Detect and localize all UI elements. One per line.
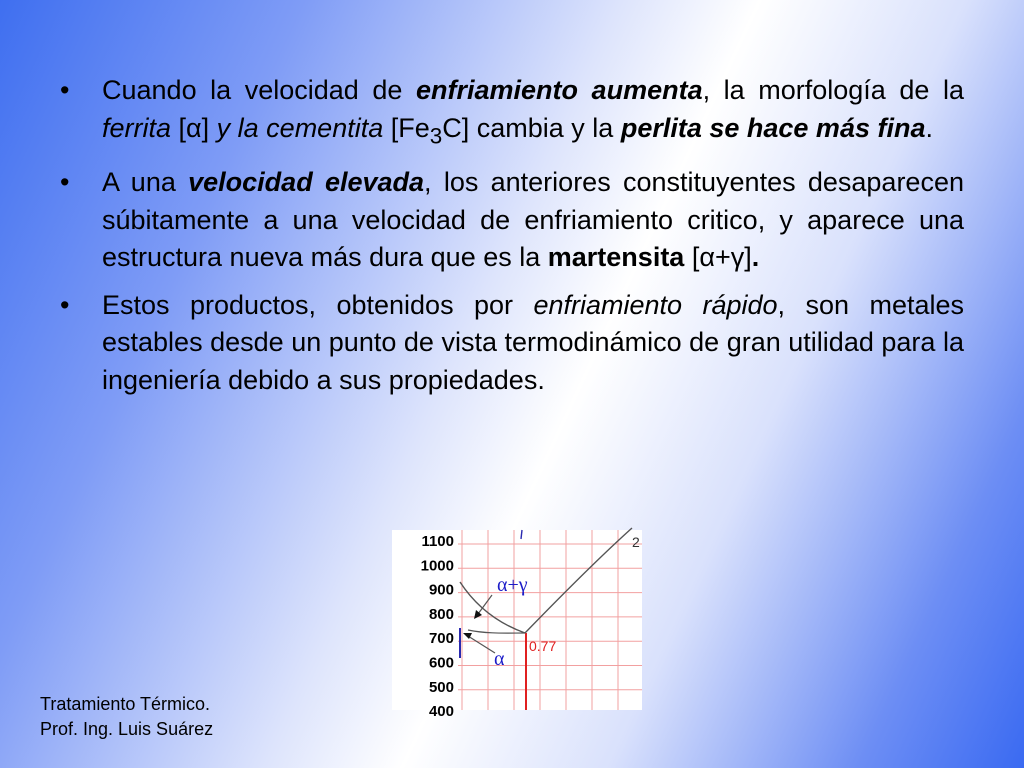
- y-tick-label: 1100: [421, 533, 454, 550]
- arrowhead-alpha-gamma: [474, 610, 482, 619]
- text-segment: , son metales estables desde un punto de vista termodinámico de gran utilidad para la ingeniería debido a sus propiedades.: [102, 289, 964, 395]
- text-segment: Cuando la velocidad de: [102, 75, 416, 105]
- text-segment: [α+γ]: [684, 242, 752, 273]
- y-tick-label: 900: [428, 581, 454, 599]
- text-segment: C] cambia y la: [442, 112, 621, 143]
- text-segment: , los anteriores constituyentes desaparecen súbitamente a una velocidad de enfriamiento critico, y aparece una estructura nueva más dura que es la: [102, 167, 964, 273]
- bullet-marker: •: [60, 75, 70, 105]
- text-segment: Estos productos, obtenidos por: [102, 289, 534, 320]
- text-segment: 3: [429, 122, 443, 148]
- text-segment: [α]: [171, 112, 217, 143]
- text-segment: velocidad elevada: [188, 167, 425, 198]
- diagram-grid: [458, 530, 642, 710]
- y-tick-label: 1000: [420, 557, 454, 575]
- footer: [40, 692, 213, 742]
- bullet-item: [58, 164, 964, 277]
- text-segment: enfriamiento aumenta: [415, 75, 703, 105]
- text-segment: [Fe: [383, 112, 430, 143]
- text-segment: .: [925, 112, 933, 143]
- text-segment: y la cementita: [216, 112, 384, 143]
- a1-curve: [468, 630, 525, 633]
- bullet-list: [58, 72, 964, 409]
- footer-course: Tratamiento Térmico.: [40, 694, 211, 714]
- text-segment: .: [751, 242, 760, 273]
- arrow-alpha: [468, 636, 495, 653]
- footer-author: Prof. Ing. Luis Suárez: [40, 719, 214, 739]
- y-tick-label: 800: [428, 605, 454, 623]
- text-segment: enfriamiento rápido: [533, 289, 778, 320]
- text-segment: ferrita: [102, 112, 172, 143]
- label-corner: 2: [632, 534, 640, 550]
- text-segment: perlita se hace más fina: [620, 112, 926, 143]
- bullet-marker: •: [60, 289, 70, 320]
- bullet-item: [58, 72, 964, 154]
- text-segment: , la morfología de la: [702, 75, 964, 105]
- bullet-text: [102, 290, 964, 395]
- y-tick-label: 700: [428, 630, 454, 648]
- label-eutectoid: 0.77: [529, 638, 557, 654]
- bullet-text: [102, 75, 964, 148]
- top-marker: [521, 530, 522, 539]
- text-segment: martensita: [547, 242, 685, 273]
- bullet-item: [58, 287, 964, 400]
- phase-diagram: [392, 530, 642, 721]
- y-tick-label: 600: [428, 654, 454, 672]
- bullet-marker: •: [60, 167, 70, 198]
- label-alpha: α: [494, 648, 505, 670]
- y-tick-label: 400: [428, 703, 454, 721]
- bullet-text: [102, 167, 964, 272]
- label-alpha-gamma: α+γ: [497, 574, 528, 596]
- y-tick-label: 500: [428, 678, 454, 696]
- phase-diagram-figure: [392, 530, 642, 721]
- text-segment: A una: [102, 167, 189, 198]
